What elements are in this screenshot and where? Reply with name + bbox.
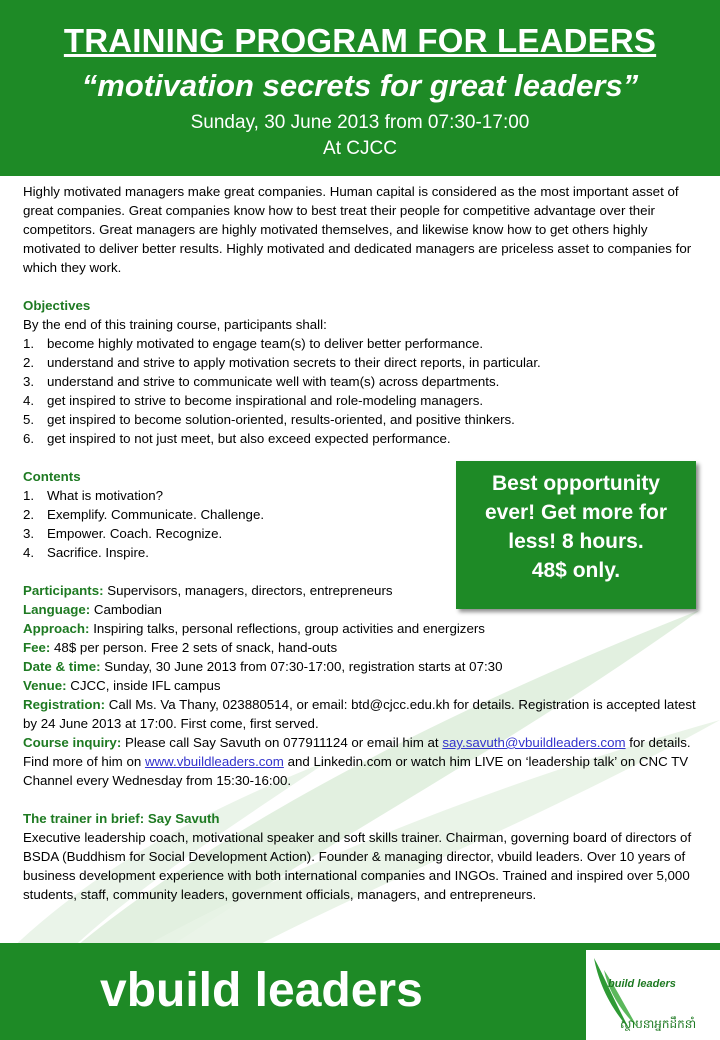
logo-text: build leaders: [608, 978, 676, 990]
approach-line: Approach: Inspiring talks, personal reflections, group activities and energizers: [23, 621, 485, 636]
list-item: 2. Exemplify. Communicate. Challenge.: [23, 507, 265, 522]
venue-line: Venue: CJCC, inside IFL campus: [23, 678, 221, 693]
website-link[interactable]: www.vbuildleaders.com: [144, 754, 284, 769]
list-item: 4. get inspired to strive to become inspirational and role-modeling managers.: [23, 393, 484, 408]
list-item: 1. What is motivation?: [23, 488, 164, 503]
promo-box: [456, 461, 696, 609]
list-item: 1. become highly motivated to engage team(s) to deliver better performance.: [23, 336, 484, 351]
intro-paragraph: Highly motivated managers make great companies. Human capital is considered as the most important asset of great companies. Great companies know how to best treat their people for competitive advantage over their competitors. Great managers are highly motivated themselves, and likewise know how to get others highly motivated to deliver better results. Highly motivated and dedicated managers are priceless asset to companies for which they work.: [23, 184, 692, 275]
list-item: 6. get inspired to not just meet, but also exceed expected performance.: [23, 431, 451, 446]
datetime-line: Date & time: Sunday, 30 June 2013 from 07:30-17:00, registration starts at 07:30: [23, 659, 503, 674]
list-item: 3. understand and strive to communicate well with team(s) across departments.: [23, 374, 500, 389]
promo-line: Best opportunity: [492, 472, 660, 495]
objectives-heading: Objectives: [23, 298, 91, 313]
contents-heading: Contents: [23, 469, 81, 484]
list-item: 5. get inspired to become solution-oriented, results-oriented, and positive thinkers.: [23, 412, 515, 427]
logo-khmer-text: ស្ថាបនាអ្នកដឹកនាំ: [620, 1017, 697, 1031]
list-item: 4. Sacrifice. Inspire.: [23, 545, 149, 560]
promo-line: less! 8 hours.: [508, 530, 644, 553]
promo-line: ever! Get more for: [484, 501, 668, 524]
promo-line: 48$ only.: [531, 559, 621, 582]
trainer-bio: Executive leadership coach, motivational speaker and soft skills trainer. Chairman, governing board of directors of BSDA (Buddhism for Social Development Action). Founder & managing director, vbuild leaders. Over 10 years of business development experience with both international companies and INGOs. Trained and inspired over 5,000 students, staff, community leaders, government officials, managers, and entrepreneurs.: [23, 830, 692, 902]
page-subtitle: “motivation secrets for great leaders”: [81, 68, 639, 103]
fee-line: Fee: 48$ per person. Free 2 sets of snack, hand-outs: [23, 640, 338, 655]
page-title: TRAINING PROGRAM FOR LEADERS: [63, 22, 657, 59]
objectives-lead: By the end of this training course, participants shall:: [23, 317, 327, 332]
event-date: Sunday, 30 June 2013 from 07:30-17:00: [190, 112, 530, 133]
inquiry-line: Course inquiry: Please call Say Savuth on 077911124 or email him at say.savuth@vbuildleaders.com for details. Find more of him on www.vbuildleaders.com and Linkedin.com or watch him LIVE on ‘leadership talk’ on CNC TV Channel every Wednesday from 15:30-16:00.: [23, 735, 691, 788]
participants-line: Participants: Supervisors, managers, directors, entrepreneurs: [23, 583, 393, 598]
header-banner: [0, 0, 720, 176]
footer-brand: vbuild leaders: [100, 964, 423, 1017]
objectives-list: [23, 334, 703, 448]
event-venue: At CJCC: [323, 138, 397, 159]
list-item: 3. Empower. Coach. Recognize.: [23, 526, 223, 541]
vbuild-logo: [586, 950, 720, 1040]
trainer-heading: The trainer in brief: Say Savuth: [23, 811, 220, 826]
list-item: 2. understand and strive to apply motivation secrets to their direct reports, in particular.: [23, 355, 541, 370]
registration-line: Registration: Call Ms. Va Thany, 023880514, or email: btd@cjcc.edu.kh for details. Registration is accepted latest by 24 June 2013 at 17:00. First come, first served.: [23, 697, 696, 731]
language-line: Language: Cambodian: [23, 602, 162, 617]
email-link[interactable]: say.savuth@vbuildleaders.com: [442, 735, 626, 750]
